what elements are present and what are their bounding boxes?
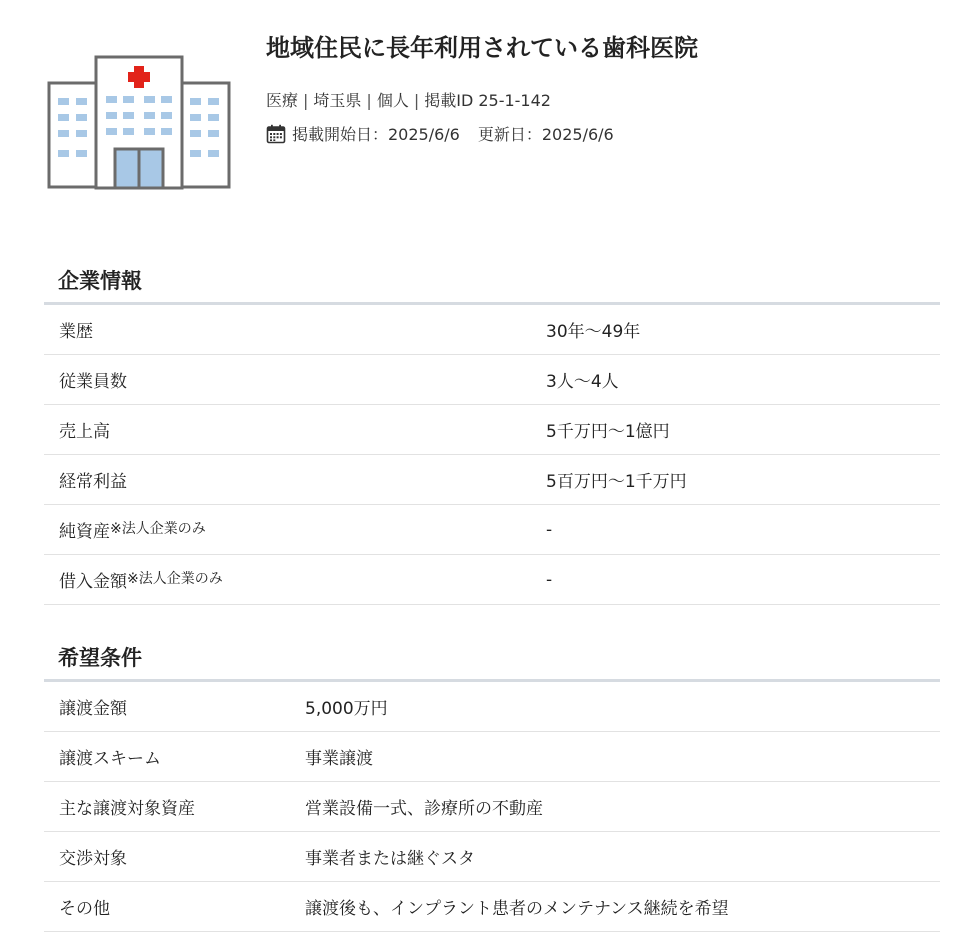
listing-id-text: 掲載ID 25-1-142 [424,91,551,110]
company-info-section [44,268,940,605]
table-row [44,505,940,555]
entity-type-text: 個人 [376,91,409,110]
row-label-cell [44,732,305,782]
table-row [44,682,940,732]
row-label: 従業員数 [59,372,127,392]
row-label-cell [44,505,546,555]
listing-header [0,0,958,230]
row-label: その他 [59,899,110,919]
row-label-note: ※法人企業のみ [127,571,223,587]
row-value: 3人〜4人 [546,355,940,405]
section-title-desired-terms: 希望条件 [44,645,940,682]
listing-dates [266,122,614,145]
row-label: 交渉対象 [59,849,127,869]
hospital-building-icon [46,54,232,192]
row-value: 5百万円〜1千万円 [546,455,940,505]
row-label: 業歴 [59,322,93,342]
row-label: 純資産 [59,522,110,542]
table-row [44,455,940,505]
desired-terms-section [44,645,940,932]
row-label-cell [44,555,546,605]
row-label-note: ※法人企業のみ [110,521,206,537]
category-text: 医療 [266,91,299,110]
row-label-cell [44,832,305,882]
row-value: 5,000万円 [305,682,940,732]
row-label-cell [44,305,546,355]
row-value: - [546,555,940,605]
row-value: 30年〜49年 [546,305,940,355]
row-label: 譲渡金額 [59,699,127,719]
table-row [44,555,940,605]
table-row [44,355,940,405]
section-title-company-info: 企業情報 [44,268,940,305]
separator: | [303,91,309,110]
desired-terms-table [44,682,940,932]
row-label-cell [44,782,305,832]
row-label-cell [44,882,305,932]
row-label-cell [44,355,546,405]
listing-meta [266,88,551,111]
row-label: 譲渡スキーム [59,749,161,769]
calendar-icon [266,124,286,144]
row-value: - [546,505,940,555]
row-value: 事業譲渡 [305,732,940,782]
row-value: 営業設備一式、診療所の不動産 [305,782,940,832]
published-date: 掲載開始日：2025/6/6 [292,125,460,144]
row-value: 事業者または継ぐスタ [305,832,940,882]
row-value: 5千万円〜1億円 [546,405,940,455]
row-label-cell [44,682,305,732]
table-row [44,405,940,455]
table-row [44,732,940,782]
prefecture-text: 埼玉県 [313,91,362,110]
row-label: 売上高 [59,422,110,442]
company-info-table [44,305,940,605]
listing-title: 地域住民に長年利用されている歯科医院 [266,34,698,62]
row-label: 経常利益 [59,472,127,492]
separator: | [413,91,420,110]
table-row [44,882,940,932]
row-label: 主な譲渡対象資産 [59,799,195,819]
row-label: 借入金額 [59,572,127,592]
updated-date: 更新日：2025/6/6 [477,125,614,144]
table-row [44,305,940,355]
row-value: 譲渡後も、インプラント患者のメンテナンス継続を希望 [305,882,940,932]
row-label-cell [44,455,546,505]
row-label-cell [44,405,546,455]
table-row [44,832,940,882]
separator: | [366,91,372,110]
table-row [44,782,940,832]
